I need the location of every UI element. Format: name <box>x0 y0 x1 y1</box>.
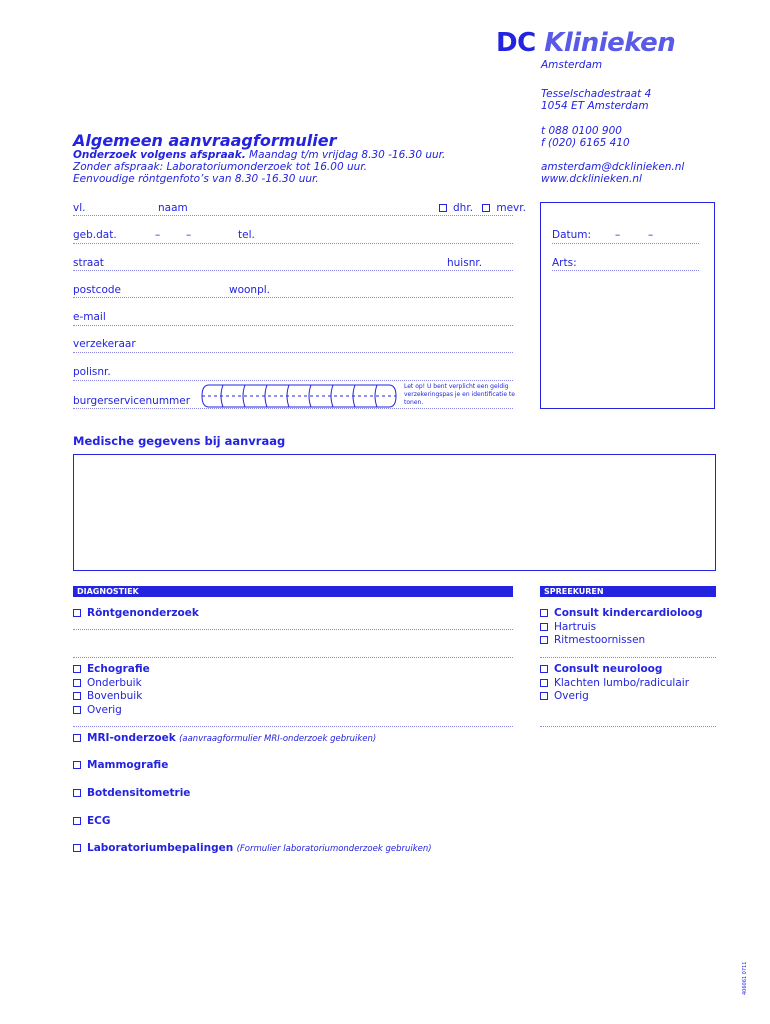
datum-dash-1: – <box>615 229 621 241</box>
label-ritme: Ritmestoornissen <box>554 634 646 646</box>
form-line-1 <box>73 149 445 161</box>
gebdat-dash-1: – <box>155 229 161 241</box>
label-email: e-mail <box>73 311 106 323</box>
label-mevr: mevr. <box>496 202 526 214</box>
line-bsn[interactable] <box>73 408 513 409</box>
medical-textarea[interactable] <box>73 454 716 571</box>
label-neuro: Consult neuroloog <box>554 663 663 675</box>
checkbox-ecg[interactable] <box>73 817 81 825</box>
form-line-1-rest: Maandag t/m vrijdag 8.30 -16.30 uur. <box>245 149 446 161</box>
line-polisnr[interactable] <box>73 380 513 381</box>
bsn-note: Let op! U bent verplicht een geldig verzekeringspas je en identificatie te tonen. <box>404 383 515 406</box>
checkbox-mevr[interactable] <box>482 204 490 212</box>
logo-klinieken: Klinieken <box>544 28 676 58</box>
label-mri: MRI-onderzoek <box>87 732 176 744</box>
option-mri[interactable] <box>73 732 376 747</box>
option-kinder[interactable] <box>540 607 703 621</box>
option-lab[interactable] <box>73 842 432 857</box>
lab-note: (Formulier laboratoriumonderzoek gebruiken) <box>236 844 432 854</box>
checkbox-mammo[interactable] <box>73 761 81 769</box>
label-echo-overig: Overig <box>87 704 122 716</box>
label-bsn: burgerservicenummer <box>73 395 191 407</box>
label-verzekeraar: verzekeraar <box>73 338 136 350</box>
label-lab: Laboratoriumbepalingen <box>87 842 234 854</box>
label-datum: Datum: <box>552 229 592 241</box>
option-neuro[interactable] <box>540 663 662 677</box>
label-vl: vl. <box>73 202 86 214</box>
option-hartruis[interactable] <box>540 621 596 635</box>
checkbox-mri[interactable] <box>73 734 81 742</box>
checkbox-lumbo[interactable] <box>540 679 548 687</box>
label-rontgen: Röntgenonderzoek <box>87 607 199 619</box>
label-postcode: postcode <box>73 284 121 296</box>
label-arts: Arts: <box>552 257 577 269</box>
label-polisnr: polisnr. <box>73 366 111 378</box>
medical-title: Medische gegevens bij aanvraag <box>73 434 286 448</box>
checkbox-bovenbuik[interactable] <box>73 692 81 700</box>
line-straat[interactable] <box>73 270 513 271</box>
checkbox-dhr[interactable] <box>439 204 447 212</box>
label-tel: tel. <box>238 229 255 241</box>
line-kinder[interactable] <box>540 657 716 658</box>
bsn-input-boxes[interactable] <box>201 382 397 410</box>
checkbox-ritme[interactable] <box>540 636 548 644</box>
line-arts[interactable] <box>552 270 699 271</box>
address-street: Tesselschadestraat 4 <box>541 88 652 100</box>
label-echo: Echografie <box>87 663 150 675</box>
checkbox-neuro[interactable] <box>540 665 548 673</box>
address-postal: 1054 ET Amsterdam <box>541 100 649 112</box>
spreekuren-header: SPREEKUREN <box>540 586 716 597</box>
label-bovenbuik: Bovenbuik <box>87 690 143 702</box>
label-woonpl: woonpl. <box>229 284 271 296</box>
form-line-1-bold: Onderzoek volgens afspraak. <box>73 149 246 161</box>
gender-select <box>439 202 526 214</box>
option-echo-overig[interactable] <box>73 704 122 718</box>
line-naam[interactable] <box>73 215 513 216</box>
label-kinder: Consult kindercardioloog <box>554 607 703 619</box>
form-line-3: Eenvoudige röntgenfoto’s van 8.30 -16.30 uur. <box>73 173 319 185</box>
label-onderbuik: Onderbuik <box>87 677 142 689</box>
label-huisnr: huisnr. <box>447 257 483 269</box>
line-rontgen-2[interactable] <box>73 657 513 658</box>
line-email[interactable] <box>73 325 513 326</box>
option-rontgen[interactable] <box>73 607 199 621</box>
option-lumbo[interactable] <box>540 677 689 691</box>
label-hartruis: Hartruis <box>554 621 597 633</box>
address-tel: t 088 0100 900 <box>541 125 622 137</box>
checkbox-botdens[interactable] <box>73 789 81 797</box>
line-verzekeraar[interactable] <box>73 352 513 353</box>
line-gebdat[interactable] <box>73 243 513 244</box>
option-botdens[interactable] <box>73 787 190 801</box>
line-echo[interactable] <box>73 726 513 727</box>
logo <box>496 28 675 58</box>
diagnostiek-header: DIAGNOSTIEK <box>73 586 513 597</box>
line-neuro[interactable] <box>540 726 716 727</box>
label-lumbo: Klachten lumbo/radiculair <box>554 677 690 689</box>
label-straat: straat <box>73 257 104 269</box>
form-line-2: Zonder afspraak: Laboratoriumonderzoek tot 16.00 uur. <box>73 161 367 173</box>
label-ecg: ECG <box>87 815 111 827</box>
label-mammo: Mammografie <box>87 759 169 771</box>
line-datum[interactable] <box>552 243 699 244</box>
checkbox-rontgen[interactable] <box>73 609 81 617</box>
option-neuro-overig[interactable] <box>540 690 589 704</box>
checkbox-hartruis[interactable] <box>540 623 548 631</box>
label-botdens: Botdensitometrie <box>87 787 191 799</box>
label-neuro-overig: Overig <box>554 690 589 702</box>
checkbox-kinder[interactable] <box>540 609 548 617</box>
checkbox-echo[interactable] <box>73 665 81 673</box>
checkbox-neuro-overig[interactable] <box>540 692 548 700</box>
mri-note: (aanvraagformulier MRI-onderzoek gebruiken) <box>179 734 377 744</box>
option-ritme[interactable] <box>540 634 645 648</box>
address-fax: f (020) 6165 410 <box>541 137 630 149</box>
label-gebdat: geb.dat. <box>73 229 117 241</box>
option-ecg[interactable] <box>73 815 111 829</box>
line-postcode[interactable] <box>73 297 513 298</box>
address-web: www.dcklinieken.nl <box>541 173 642 185</box>
line-rontgen-1[interactable] <box>73 629 513 630</box>
checkbox-onderbuik[interactable] <box>73 679 81 687</box>
form-title: Algemeen aanvraagformulier <box>73 131 337 150</box>
address-city: Amsterdam <box>541 59 603 71</box>
checkbox-echo-overig[interactable] <box>73 706 81 714</box>
gebdat-dash-2: – <box>186 229 192 241</box>
option-echo-bovenbuik[interactable] <box>73 690 142 704</box>
logo-dc: DC <box>496 28 536 58</box>
option-mammo[interactable] <box>73 759 168 773</box>
option-echo-onderbuik[interactable] <box>73 677 142 691</box>
address-email: amsterdam@dcklinieken.nl <box>541 161 685 173</box>
checkbox-lab[interactable] <box>73 844 81 852</box>
label-naam: naam <box>158 202 188 214</box>
option-echo[interactable] <box>73 663 150 677</box>
label-dhr: dhr. <box>453 202 474 214</box>
footer-code: 406061 0711 <box>742 961 748 995</box>
datum-dash-2: – <box>648 229 654 241</box>
